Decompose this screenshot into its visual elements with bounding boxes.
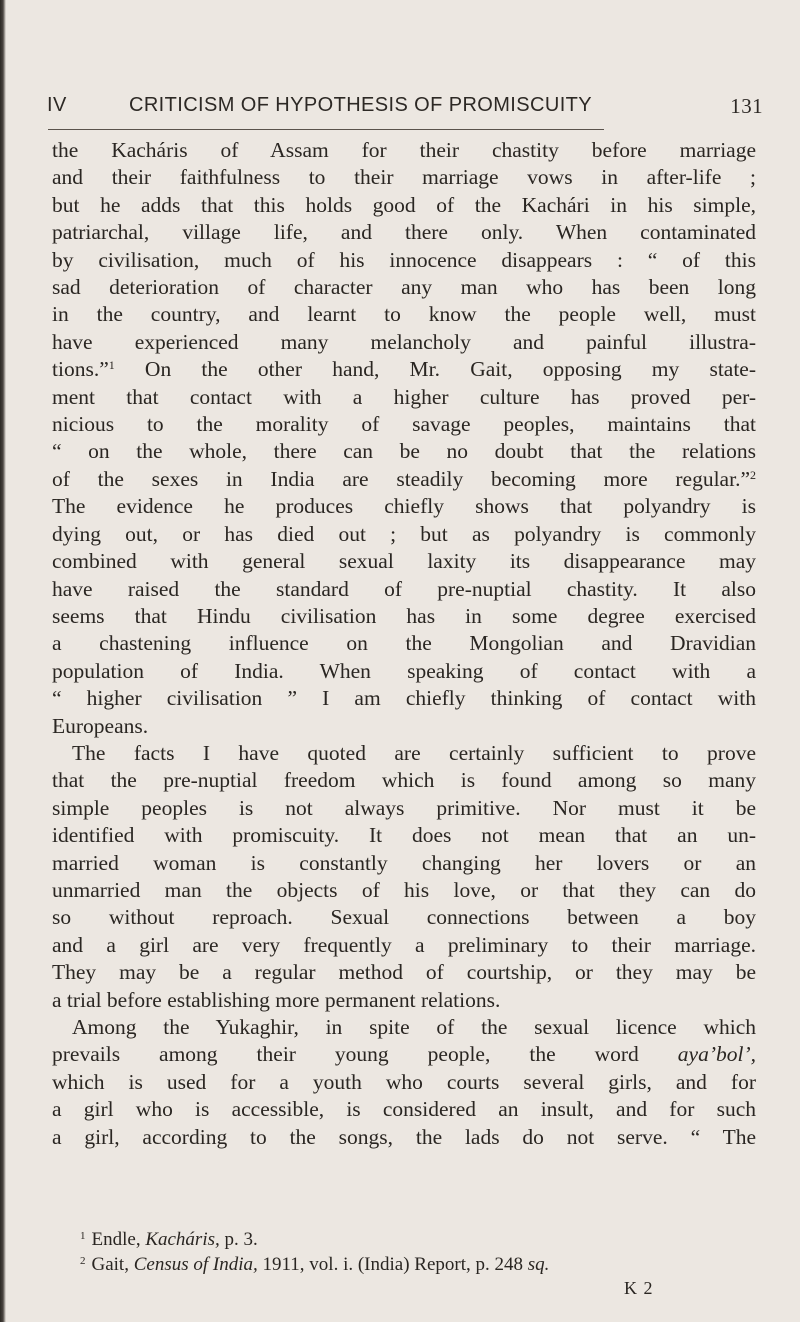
text-line: so without reproach. Sexual connections between a boy: [52, 905, 756, 930]
text-line: Europeans.: [52, 713, 149, 738]
footnote-italic: Kacháris,: [145, 1229, 220, 1250]
signature-mark: K 2: [624, 1278, 654, 1298]
footnote-text: Endle,: [91, 1229, 141, 1250]
text-line: nicious to the morality of savage peoples, maintains that: [52, 412, 756, 437]
text-line: They may be a regular method of courtship, or they may be: [52, 960, 756, 985]
text-line: have experienced many melancholy and painful illustra-: [52, 329, 756, 354]
text-line: combined with general sexual laxity its disappearance may: [52, 549, 756, 574]
text-fragment: prevails among their young people, the word: [52, 1042, 639, 1067]
text-line: that the pre-nuptial freedom which is found among so many: [52, 768, 756, 793]
text-fragment: tions.”: [52, 357, 109, 382]
text-line: [52, 1041, 756, 1068]
text-line: The facts I have quoted are certainly sufficient to prove: [72, 740, 756, 765]
text-line: in the country, and learnt to know the people well, must: [52, 302, 756, 327]
text-line: a girl, according to the songs, the lads do not serve. “ The: [52, 1124, 756, 1149]
italic-term: aya’bol’,: [677, 1042, 756, 1067]
text-fragment: of the sexes in India are steadily becoming more regular.”: [52, 466, 750, 491]
body-text: [52, 137, 756, 1151]
text-line: identified with promiscuity. It does not mean that an un-: [52, 823, 756, 848]
footnote: [52, 1227, 756, 1252]
text-line: and their faithfulness to their marriage vows in after-life ;: [52, 165, 756, 190]
footnote-italic: Census of India,: [133, 1254, 258, 1275]
running-header: [47, 94, 763, 124]
text-line: [52, 356, 756, 383]
page-number: 131: [730, 94, 763, 118]
text-fragment: On: [144, 357, 172, 382]
text-line: the Kacháris of Assam for their chastity before marriage: [52, 138, 756, 162]
text-line: “ on the whole, there can be no doubt that the relations: [52, 439, 756, 464]
text-line: population of India. When speaking of contact with a: [52, 658, 756, 683]
footnote-ref: 1: [108, 358, 115, 373]
text-line: “ higher civilisation ” I am chiefly thinking of contact with: [52, 686, 756, 711]
book-spine: [0, 0, 6, 1322]
text-line: [52, 466, 756, 493]
chapter-number: IV: [47, 94, 67, 116]
footnotes: [52, 1227, 756, 1277]
text-fragment: the other hand, Mr. Gait, opposing my state-: [201, 357, 757, 382]
chapter-title: CRITICISM OF HYPOTHESIS OF PROMISCUITY: [129, 94, 593, 116]
text-line: by civilisation, much of his innocence disappears : “ of this: [52, 247, 756, 272]
text-line: ment that contact with a higher culture has proved per-: [52, 384, 756, 409]
text-line: The evidence he produces chiefly shows that polyandry is: [52, 494, 756, 519]
header-rule: [48, 129, 604, 130]
text-line: have raised the standard of pre-nuptial chastity. It also: [52, 576, 756, 601]
text-line: Among the Yukaghir, in spite of the sexual licence which: [72, 1015, 756, 1039]
footnote: [52, 1252, 756, 1277]
text-line: patriarchal, village life, and there only. When contaminated: [52, 220, 756, 245]
footnote-text: p. 3.: [224, 1229, 258, 1250]
footnote-ref: 2: [750, 467, 756, 482]
footnote-mark: 2: [80, 1255, 86, 1267]
text-line: a chastening influence on the Mongolian and Dravidian: [52, 631, 756, 656]
text-line: unmarried man the objects of his love, or that they can do: [52, 877, 756, 902]
text-line: but he adds that this holds good of the Kachári in his simple,: [52, 192, 756, 217]
text-line: a trial before establishing more permanent relations.: [52, 987, 501, 1012]
text-line: married woman is constantly changing her lovers or an: [52, 850, 756, 875]
text-line: simple peoples is not always primitive. Nor must it be: [52, 795, 756, 820]
footnote-italic: sq.: [527, 1254, 550, 1275]
footnote-text: Gait,: [91, 1254, 129, 1275]
text-line: seems that Hindu civilisation has in some degree exercised: [52, 603, 756, 628]
footnote-text: 1911, vol. i. (India) Report, p. 248: [262, 1254, 524, 1275]
footnote-mark: 1: [80, 1230, 86, 1242]
text-line: a girl who is accessible, is considered an insult, and for such: [52, 1097, 756, 1122]
text-line: which is used for a youth who courts several girls, and for: [52, 1069, 756, 1094]
text-line: and a girl are very frequently a preliminary to their marriage.: [52, 932, 756, 957]
text-line: dying out, or has died out ; but as polyandry is commonly: [52, 521, 756, 546]
text-line: sad deterioration of character any man who has been long: [52, 275, 756, 300]
